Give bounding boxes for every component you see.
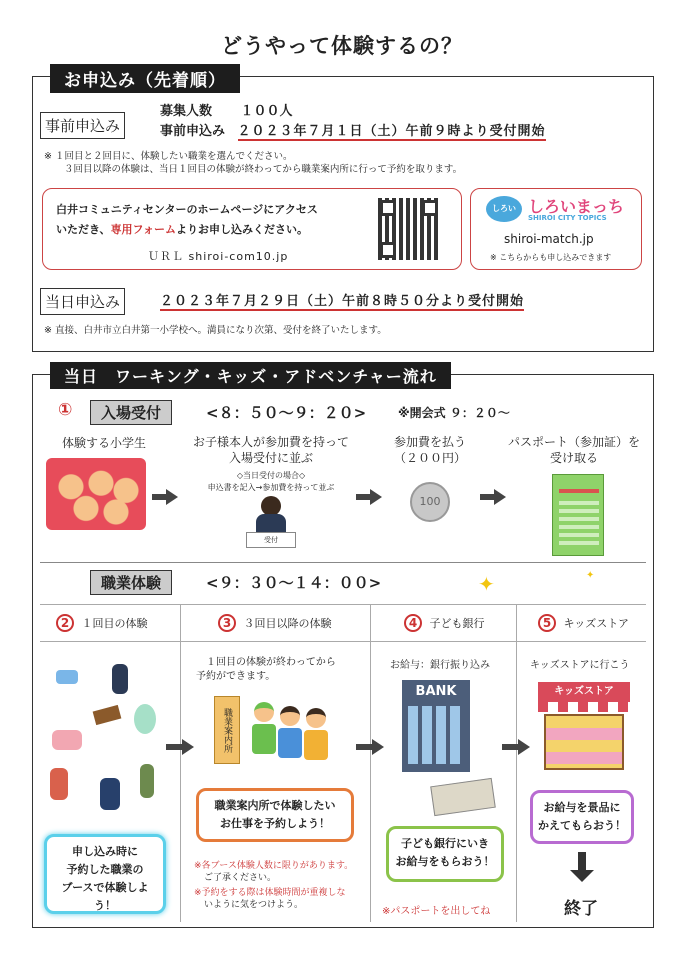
down-arrow-head: [570, 870, 594, 882]
col3-note1b: ご了承ください。: [204, 873, 277, 883]
col4-header: [404, 614, 485, 632]
store-sign: キッズストア: [538, 682, 630, 702]
col2-number: 2: [56, 614, 74, 632]
shiroi-logo-text: しろいまっち: [528, 197, 625, 216]
flow-arrow-2: [356, 494, 370, 500]
apply-note-2: ３回目以降の体験は、当日１回目の体験が終わってから職業案内所に行って予約を取ります。: [64, 164, 463, 175]
col4-bubble-line1: 子ども銀行にいき: [401, 837, 489, 850]
col3-text: [196, 656, 336, 684]
apply-note-1: ※ １回目と２回目に、体験したい職業を選んでください。: [44, 151, 293, 162]
col3-number: 3: [218, 614, 236, 632]
kids-reserve-image: [250, 702, 334, 762]
reception-desk-label: 受付: [246, 532, 296, 548]
apply-tab: お申込み（先着順）: [50, 64, 240, 93]
down-arrow-line: [578, 852, 586, 870]
step1-number: ①: [58, 400, 73, 420]
job-label: 職業体験: [90, 570, 172, 595]
col4-bubble-line2: お給与をもらおう！: [395, 855, 495, 868]
coin-image: 100: [410, 482, 450, 522]
recruit-label: 募集人数: [160, 104, 213, 119]
col3-note2b: いように気をつけよう。: [204, 900, 304, 910]
web-text-line1: 白井コミュニティセンターのホームページにアクセス: [56, 203, 318, 216]
step1c-text: [382, 434, 478, 466]
flow-arrow-4: [166, 744, 182, 750]
col4-label: 子ども銀行: [429, 617, 485, 630]
col2-bubble-line2: 予約した職業の: [66, 863, 144, 876]
col5-bubble: [530, 790, 634, 844]
web-text-2c: よりお申し込みください。: [176, 223, 309, 236]
col5-number: 5: [538, 614, 556, 632]
col3-notes: [194, 860, 353, 911]
same-day-label: 当日申込み: [40, 288, 125, 315]
col-divider-2: [370, 604, 371, 922]
col2-label: １回目の体験: [81, 617, 148, 630]
col4-text: お給与：銀行振り込み: [390, 660, 490, 671]
bank-image: [402, 680, 470, 772]
step1-label: 入場受付: [90, 400, 172, 425]
flow-arrow-3: [480, 494, 494, 500]
flow-arrow-3-head: [494, 489, 506, 505]
step1-time: <８：５０～９：２０>: [206, 404, 367, 422]
web-text-line2: [56, 220, 318, 240]
web-url[interactable]: ＵＲＬ shiroi-com10.jp: [148, 250, 289, 263]
pre-sub-label: 事前申込み: [160, 124, 226, 139]
same-day-date: ２０２３年７月２９日（土）午前８時５０分より受付開始: [160, 290, 524, 311]
step1c-line2: （２００円）: [393, 451, 466, 465]
end-label: 終了: [564, 899, 598, 919]
flow-arrow-1-head: [166, 489, 178, 505]
col4-bubble: [386, 826, 504, 882]
col4-note: ※パスポートを出してね: [382, 906, 491, 917]
pre-date-row: [160, 120, 546, 139]
sparkle-icon: ✦: [478, 572, 495, 596]
col2-bubble: [44, 834, 166, 914]
page-title: どうやって体験するの？: [221, 34, 463, 58]
step1-note: ※開会式 ９：２０～: [398, 406, 510, 420]
col3-note1: [194, 860, 353, 872]
step1d-text: [506, 434, 642, 466]
flow-arrow-2-head: [370, 489, 382, 505]
reception-image: [246, 496, 296, 548]
step1d-line2: 受け取る: [549, 451, 598, 465]
col4-number: 4: [404, 614, 422, 632]
section-divider: [40, 562, 646, 563]
shiroi-logo-sub: SHIROI CITY TOPICS: [528, 214, 607, 222]
col5-text: キッズストアに行こう: [530, 660, 630, 671]
col3-bubble: [196, 788, 354, 842]
col3-header: [218, 614, 332, 632]
col3-text-line1: １回目の体験が終わってから: [206, 657, 336, 668]
col3-note2a: ※予約をする際は体験時間が重複しな: [194, 888, 346, 898]
store-image: [538, 682, 630, 774]
flow-arrow-4-head: [182, 739, 194, 755]
col5-label: キッズストア: [563, 617, 629, 630]
flow-tab: 当日 ワーキング・キッズ・アドベンチャー流れ: [50, 362, 451, 389]
flow-arrow-5: [356, 744, 372, 750]
col2-header: [56, 614, 148, 632]
bank-sign: BANK: [415, 684, 457, 699]
col-divider-3: [516, 604, 517, 922]
web-text-2a: いただき、: [56, 223, 111, 236]
same-day-note: ※ 直接、白井市立白井第一小学校へ。満員になり次第、受付を終了いたします。: [44, 325, 387, 336]
shiroi-logo-bubble: しろい: [486, 196, 522, 222]
recruit-row: [160, 100, 293, 119]
kids-image: [46, 458, 146, 530]
col3-bubble-line2: お仕事を予約しよう！: [220, 817, 330, 830]
col2-bubble-line3: ブースで体験しよう！: [61, 881, 149, 912]
step1b-line1: お子様本人が参加費を持って: [192, 435, 349, 449]
col-divider-1: [180, 604, 181, 922]
web-text: [56, 200, 318, 240]
step1d-line1: パスポート（参加証）を: [507, 435, 640, 449]
job-time: <９：３０～１４：００>: [206, 574, 382, 592]
step1c-line1: 参加費を払う: [393, 435, 466, 449]
step1b-line2: 入場受付に並ぶ: [228, 451, 313, 465]
flow-arrow-5-head: [372, 739, 384, 755]
col5-header: [538, 614, 629, 632]
flow-arrow-6: [502, 744, 518, 750]
flow-arrow-6-head: [518, 739, 530, 755]
shiroi-note: ※ こちらからも申し込みできます: [490, 253, 612, 262]
step1b-paren2: 申込書を記入→参加費を持って並ぶ: [207, 483, 335, 492]
step1b-paren1: ◇当日受付の場合◇: [236, 471, 306, 480]
jobs-illustration: [46, 664, 166, 810]
col3-note1a: ※各ブース体験人数に限りがあります。: [194, 861, 354, 871]
qr-code[interactable]: [378, 198, 440, 260]
pre-date: ２０２３年７月１日（土）午前９時より受付開始: [237, 124, 546, 139]
web-form-link[interactable]: 専用フォーム: [110, 223, 177, 236]
step1a-text: 体験する小学生: [61, 436, 146, 450]
sparkle-small-icon: ✦: [586, 570, 595, 581]
pre-apply-label: 事前申込み: [40, 112, 125, 139]
col5-bubble-line1: お給与を景品に: [543, 801, 621, 814]
passport-image: [552, 474, 604, 556]
col3-text-line2: 予約ができます。: [196, 671, 276, 682]
step1b-paren: [186, 470, 356, 494]
col3-label: ３回目以降の体験: [243, 617, 332, 630]
col3-bubble-line1: 職業案内所で体験したい: [214, 799, 336, 812]
step1b-text: [176, 434, 366, 466]
col5-bubble-line2: かえてもらおう！: [538, 819, 626, 832]
col2-bubble-line1: 申し込み時に: [72, 845, 138, 858]
shiroi-url[interactable]: shiroi-match.jp: [504, 232, 594, 246]
job-guide-sign: 職業案内所: [214, 696, 240, 764]
flow-arrow-1: [152, 494, 166, 500]
recruit-value: １００人: [240, 104, 293, 119]
